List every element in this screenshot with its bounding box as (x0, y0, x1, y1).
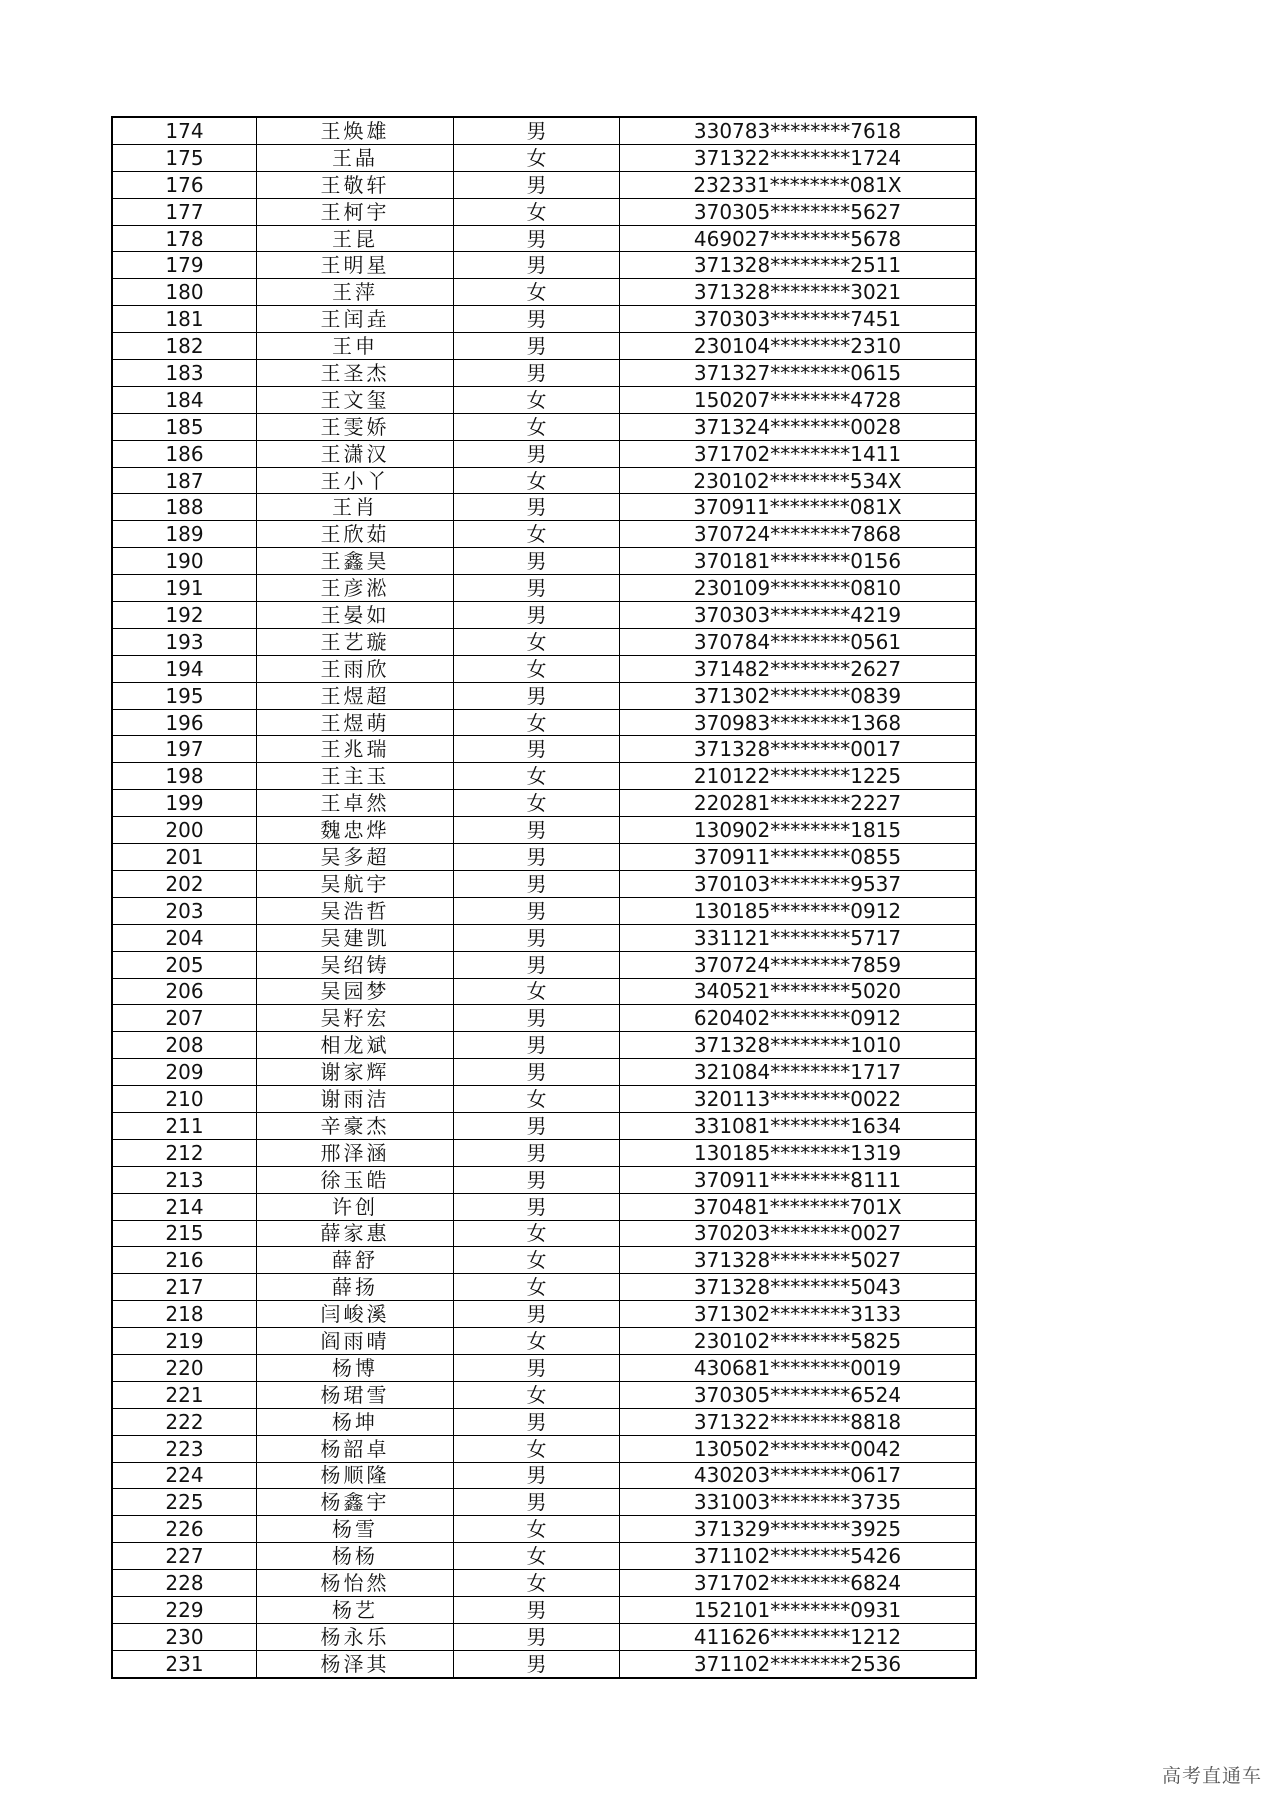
serial-number-cell: 223 (112, 1435, 257, 1462)
table-row (112, 548, 976, 575)
student-name-cell: 杨永乐 (257, 1623, 454, 1650)
table-row (112, 709, 976, 736)
gender-cell: 男 (454, 1462, 620, 1489)
serial-number-cell: 186 (112, 440, 257, 467)
table-row (112, 1381, 976, 1408)
table-row (112, 655, 976, 682)
student-name-cell: 杨博 (257, 1354, 454, 1381)
gender-cell: 女 (454, 978, 620, 1005)
gender-cell: 女 (454, 1220, 620, 1247)
serial-number-cell: 199 (112, 790, 257, 817)
id-number-cell: 370203********0027 (620, 1220, 977, 1247)
id-number-cell: 232331********081X (620, 171, 977, 198)
serial-number-cell: 228 (112, 1570, 257, 1597)
gender-cell: 男 (454, 682, 620, 709)
serial-number-cell: 187 (112, 467, 257, 494)
id-number-cell: 371322********8818 (620, 1408, 977, 1435)
id-number-cell: 371702********1411 (620, 440, 977, 467)
table-row (112, 252, 976, 279)
student-name-cell: 吴籽宏 (257, 1005, 454, 1032)
student-name-cell: 谢家辉 (257, 1059, 454, 1086)
gender-cell: 男 (454, 548, 620, 575)
gender-cell: 女 (454, 1247, 620, 1274)
gender-cell: 女 (454, 144, 620, 171)
student-name-cell: 王鑫昊 (257, 548, 454, 575)
gender-cell: 男 (454, 1354, 620, 1381)
gender-cell: 女 (454, 1328, 620, 1355)
student-name-cell: 谢雨洁 (257, 1086, 454, 1113)
table-row (112, 1166, 976, 1193)
serial-number-cell: 185 (112, 413, 257, 440)
serial-number-cell: 208 (112, 1032, 257, 1059)
gender-cell: 女 (454, 1543, 620, 1570)
gender-cell: 女 (454, 413, 620, 440)
table-row (112, 198, 976, 225)
serial-number-cell: 200 (112, 817, 257, 844)
watermark: 高考直通车 (1161, 1765, 1262, 1787)
table-row (112, 1516, 976, 1543)
serial-number-cell: 201 (112, 844, 257, 871)
table-row (112, 951, 976, 978)
id-number-cell: 330783********7618 (620, 117, 977, 144)
table-row (112, 1086, 976, 1113)
student-name-cell: 杨顺隆 (257, 1462, 454, 1489)
student-name-cell: 王申 (257, 333, 454, 360)
table-row (112, 628, 976, 655)
serial-number-cell: 220 (112, 1354, 257, 1381)
serial-number-cell: 229 (112, 1596, 257, 1623)
id-number-cell: 371329********3925 (620, 1516, 977, 1543)
table-row (112, 978, 976, 1005)
gender-cell: 男 (454, 844, 620, 871)
id-number-cell: 469027********5678 (620, 225, 977, 252)
table-row (112, 1650, 976, 1677)
serial-number-cell: 203 (112, 897, 257, 924)
id-number-cell: 370911********0855 (620, 844, 977, 871)
table-row (112, 225, 976, 252)
serial-number-cell: 224 (112, 1462, 257, 1489)
table-row (112, 1032, 976, 1059)
serial-number-cell: 207 (112, 1005, 257, 1032)
serial-number-cell: 219 (112, 1328, 257, 1355)
table-row (112, 1623, 976, 1650)
gender-cell: 男 (454, 1005, 620, 1032)
gender-cell: 男 (454, 602, 620, 629)
table-row (112, 1596, 976, 1623)
serial-number-cell: 204 (112, 924, 257, 951)
id-number-cell: 321084********1717 (620, 1059, 977, 1086)
student-name-cell: 王昆 (257, 225, 454, 252)
id-number-cell: 371322********1724 (620, 144, 977, 171)
gender-cell: 女 (454, 790, 620, 817)
serial-number-cell: 193 (112, 628, 257, 655)
table-row (112, 1489, 976, 1516)
gender-cell: 女 (454, 1086, 620, 1113)
serial-number-cell: 222 (112, 1408, 257, 1435)
serial-number-cell: 230 (112, 1623, 257, 1650)
student-name-cell: 王煜萌 (257, 709, 454, 736)
id-number-cell: 130185********0912 (620, 897, 977, 924)
serial-number-cell: 215 (112, 1220, 257, 1247)
gender-cell: 男 (454, 117, 620, 144)
id-number-cell: 411626********1212 (620, 1623, 977, 1650)
table-body (112, 117, 976, 1678)
gender-cell: 男 (454, 1301, 620, 1328)
gender-cell: 女 (454, 1381, 620, 1408)
table-row (112, 790, 976, 817)
gender-cell: 女 (454, 1274, 620, 1301)
gender-cell: 女 (454, 709, 620, 736)
gender-cell: 男 (454, 1408, 620, 1435)
table-row (112, 1301, 976, 1328)
table-row (112, 521, 976, 548)
student-name-cell: 王柯宇 (257, 198, 454, 225)
table-row (112, 1408, 976, 1435)
id-number-cell: 371302********3133 (620, 1301, 977, 1328)
student-name-cell: 闫峻溪 (257, 1301, 454, 1328)
table-row (112, 870, 976, 897)
table-row (112, 413, 976, 440)
student-name-cell: 王艺璇 (257, 628, 454, 655)
id-number-cell: 371324********0028 (620, 413, 977, 440)
serial-number-cell: 191 (112, 575, 257, 602)
gender-cell: 男 (454, 736, 620, 763)
student-name-cell: 王圣杰 (257, 360, 454, 387)
serial-number-cell: 194 (112, 655, 257, 682)
id-number-cell: 371102********2536 (620, 1650, 977, 1677)
serial-number-cell: 179 (112, 252, 257, 279)
student-name-cell: 邢泽涵 (257, 1139, 454, 1166)
student-name-cell: 吴航宇 (257, 870, 454, 897)
student-name-cell: 王明星 (257, 252, 454, 279)
table-row (112, 1193, 976, 1220)
gender-cell: 男 (454, 225, 620, 252)
id-number-cell: 371328********5027 (620, 1247, 977, 1274)
gender-cell: 男 (454, 924, 620, 951)
gender-cell: 男 (454, 817, 620, 844)
serial-number-cell: 178 (112, 225, 257, 252)
serial-number-cell: 212 (112, 1139, 257, 1166)
student-name-cell: 王卓然 (257, 790, 454, 817)
table-row (112, 897, 976, 924)
student-name-cell: 阎雨晴 (257, 1328, 454, 1355)
student-list-table (111, 116, 977, 1679)
serial-number-cell: 188 (112, 494, 257, 521)
id-number-cell: 430203********0617 (620, 1462, 977, 1489)
student-name-cell: 杨雪 (257, 1516, 454, 1543)
student-name-cell: 杨韶卓 (257, 1435, 454, 1462)
serial-number-cell: 198 (112, 763, 257, 790)
id-number-cell: 371328********3021 (620, 279, 977, 306)
id-number-cell: 371328********1010 (620, 1032, 977, 1059)
serial-number-cell: 231 (112, 1650, 257, 1677)
id-number-cell: 130185********1319 (620, 1139, 977, 1166)
student-name-cell: 薛扬 (257, 1274, 454, 1301)
table-row (112, 924, 976, 951)
table-row (112, 117, 976, 144)
student-name-cell: 魏忠烨 (257, 817, 454, 844)
table-row (112, 1435, 976, 1462)
student-name-cell: 吴建凯 (257, 924, 454, 951)
student-name-cell: 杨杨 (257, 1543, 454, 1570)
serial-number-cell: 202 (112, 870, 257, 897)
id-number-cell: 152101********0931 (620, 1596, 977, 1623)
gender-cell: 女 (454, 279, 620, 306)
gender-cell: 男 (454, 252, 620, 279)
gender-cell: 女 (454, 467, 620, 494)
student-name-cell: 许创 (257, 1193, 454, 1220)
id-number-cell: 370724********7859 (620, 951, 977, 978)
student-name-cell: 王欣茹 (257, 521, 454, 548)
id-number-cell: 220281********2227 (620, 790, 977, 817)
id-number-cell: 370724********7868 (620, 521, 977, 548)
id-number-cell: 370305********6524 (620, 1381, 977, 1408)
serial-number-cell: 216 (112, 1247, 257, 1274)
gender-cell: 男 (454, 306, 620, 333)
table-row (112, 763, 976, 790)
serial-number-cell: 217 (112, 1274, 257, 1301)
student-name-cell: 王潇汉 (257, 440, 454, 467)
table-row (112, 1059, 976, 1086)
gender-cell: 男 (454, 897, 620, 924)
student-name-cell: 王闰垚 (257, 306, 454, 333)
id-number-cell: 370303********4219 (620, 602, 977, 629)
table-row (112, 1005, 976, 1032)
id-number-cell: 370181********0156 (620, 548, 977, 575)
student-name-cell: 杨珺雪 (257, 1381, 454, 1408)
gender-cell: 女 (454, 763, 620, 790)
serial-number-cell: 213 (112, 1166, 257, 1193)
serial-number-cell: 181 (112, 306, 257, 333)
serial-number-cell: 174 (112, 117, 257, 144)
serial-number-cell: 190 (112, 548, 257, 575)
id-number-cell: 230102********5825 (620, 1328, 977, 1355)
id-number-cell: 331121********5717 (620, 924, 977, 951)
serial-number-cell: 196 (112, 709, 257, 736)
table-row (112, 1112, 976, 1139)
gender-cell: 男 (454, 1193, 620, 1220)
id-number-cell: 371302********0839 (620, 682, 977, 709)
student-name-cell: 相龙斌 (257, 1032, 454, 1059)
gender-cell: 男 (454, 360, 620, 387)
serial-number-cell: 225 (112, 1489, 257, 1516)
table-row (112, 682, 976, 709)
table-row (112, 602, 976, 629)
serial-number-cell: 211 (112, 1112, 257, 1139)
id-number-cell: 210122********1225 (620, 763, 977, 790)
student-name-cell: 杨泽其 (257, 1650, 454, 1677)
id-number-cell: 130902********1815 (620, 817, 977, 844)
gender-cell: 男 (454, 1059, 620, 1086)
serial-number-cell: 210 (112, 1086, 257, 1113)
id-number-cell: 371102********5426 (620, 1543, 977, 1570)
student-name-cell: 王兆瑞 (257, 736, 454, 763)
id-number-cell: 370481********701X (620, 1193, 977, 1220)
serial-number-cell: 197 (112, 736, 257, 763)
id-number-cell: 320113********0022 (620, 1086, 977, 1113)
id-number-cell: 230102********534X (620, 467, 977, 494)
id-number-cell: 371482********2627 (620, 655, 977, 682)
serial-number-cell: 195 (112, 682, 257, 709)
gender-cell: 女 (454, 1570, 620, 1597)
table-row (112, 360, 976, 387)
id-number-cell: 370784********0561 (620, 628, 977, 655)
id-number-cell: 430681********0019 (620, 1354, 977, 1381)
student-name-cell: 吴绍铸 (257, 951, 454, 978)
gender-cell: 女 (454, 521, 620, 548)
serial-number-cell: 209 (112, 1059, 257, 1086)
serial-number-cell: 221 (112, 1381, 257, 1408)
id-number-cell: 371328********5043 (620, 1274, 977, 1301)
id-number-cell: 371328********0017 (620, 736, 977, 763)
serial-number-cell: 206 (112, 978, 257, 1005)
serial-number-cell: 218 (112, 1301, 257, 1328)
student-name-cell: 薛家惠 (257, 1220, 454, 1247)
serial-number-cell: 205 (112, 951, 257, 978)
gender-cell: 女 (454, 628, 620, 655)
serial-number-cell: 175 (112, 144, 257, 171)
table-row (112, 844, 976, 871)
student-name-cell: 吴多超 (257, 844, 454, 871)
id-number-cell: 371327********0615 (620, 360, 977, 387)
serial-number-cell: 214 (112, 1193, 257, 1220)
serial-number-cell: 177 (112, 198, 257, 225)
table-row (112, 467, 976, 494)
id-number-cell: 620402********0912 (620, 1005, 977, 1032)
id-number-cell: 130502********0042 (620, 1435, 977, 1462)
student-name-cell: 王肖 (257, 494, 454, 521)
student-name-cell: 王雯娇 (257, 413, 454, 440)
table-row (112, 1139, 976, 1166)
table-row (112, 279, 976, 306)
id-number-cell: 370305********5627 (620, 198, 977, 225)
gender-cell: 男 (454, 1623, 620, 1650)
table-row (112, 144, 976, 171)
student-name-cell: 杨鑫宇 (257, 1489, 454, 1516)
student-name-cell: 王晏如 (257, 602, 454, 629)
table-row (112, 817, 976, 844)
gender-cell: 男 (454, 575, 620, 602)
table-row (112, 1462, 976, 1489)
gender-cell: 男 (454, 1112, 620, 1139)
serial-number-cell: 180 (112, 279, 257, 306)
table-row (112, 440, 976, 467)
gender-cell: 男 (454, 951, 620, 978)
table-row (112, 1570, 976, 1597)
gender-cell: 男 (454, 494, 620, 521)
gender-cell: 男 (454, 333, 620, 360)
student-name-cell: 王萍 (257, 279, 454, 306)
gender-cell: 男 (454, 1139, 620, 1166)
student-name-cell: 吴园梦 (257, 978, 454, 1005)
table-row (112, 494, 976, 521)
student-name-cell: 王雨欣 (257, 655, 454, 682)
serial-number-cell: 183 (112, 360, 257, 387)
student-name-cell: 王彦淞 (257, 575, 454, 602)
serial-number-cell: 189 (112, 521, 257, 548)
id-number-cell: 370983********1368 (620, 709, 977, 736)
gender-cell: 男 (454, 1650, 620, 1677)
student-name-cell: 杨艺 (257, 1596, 454, 1623)
id-number-cell: 331081********1634 (620, 1112, 977, 1139)
table-row (112, 1354, 976, 1381)
id-number-cell: 230109********0810 (620, 575, 977, 602)
gender-cell: 男 (454, 1166, 620, 1193)
id-number-cell: 370303********7451 (620, 306, 977, 333)
gender-cell: 女 (454, 1435, 620, 1462)
table-row (112, 306, 976, 333)
student-name-cell: 杨怡然 (257, 1570, 454, 1597)
student-name-cell: 王煜超 (257, 682, 454, 709)
id-number-cell: 150207********4728 (620, 386, 977, 413)
student-name-cell: 徐玉皓 (257, 1166, 454, 1193)
student-name-cell: 王焕雄 (257, 117, 454, 144)
gender-cell: 女 (454, 655, 620, 682)
table-row (112, 1247, 976, 1274)
gender-cell: 男 (454, 440, 620, 467)
id-number-cell: 230104********2310 (620, 333, 977, 360)
gender-cell: 男 (454, 1032, 620, 1059)
table-row (112, 736, 976, 763)
serial-number-cell: 226 (112, 1516, 257, 1543)
gender-cell: 男 (454, 1596, 620, 1623)
gender-cell: 女 (454, 386, 620, 413)
gender-cell: 女 (454, 1516, 620, 1543)
table-row (112, 333, 976, 360)
table-row (112, 575, 976, 602)
id-number-cell: 340521********5020 (620, 978, 977, 1005)
id-number-cell: 371702********6824 (620, 1570, 977, 1597)
student-name-cell: 吴浩哲 (257, 897, 454, 924)
table-row (112, 1220, 976, 1247)
table-row (112, 1543, 976, 1570)
id-number-cell: 370911********081X (620, 494, 977, 521)
table-row (112, 1328, 976, 1355)
serial-number-cell: 184 (112, 386, 257, 413)
serial-number-cell: 227 (112, 1543, 257, 1570)
serial-number-cell: 176 (112, 171, 257, 198)
table-row (112, 386, 976, 413)
serial-number-cell: 182 (112, 333, 257, 360)
student-name-cell: 王文玺 (257, 386, 454, 413)
student-name-cell: 王主玉 (257, 763, 454, 790)
student-name-cell: 王敬轩 (257, 171, 454, 198)
id-number-cell: 370103********9537 (620, 870, 977, 897)
gender-cell: 男 (454, 1489, 620, 1516)
id-number-cell: 331003********3735 (620, 1489, 977, 1516)
serial-number-cell: 192 (112, 602, 257, 629)
table-row (112, 171, 976, 198)
student-name-cell: 王小丫 (257, 467, 454, 494)
id-number-cell: 370911********8111 (620, 1166, 977, 1193)
student-name-cell: 王晶 (257, 144, 454, 171)
gender-cell: 女 (454, 198, 620, 225)
gender-cell: 男 (454, 870, 620, 897)
table-row (112, 1274, 976, 1301)
gender-cell: 男 (454, 171, 620, 198)
student-name-cell: 薛舒 (257, 1247, 454, 1274)
student-name-cell: 辛豪杰 (257, 1112, 454, 1139)
id-number-cell: 371328********2511 (620, 252, 977, 279)
student-name-cell: 杨坤 (257, 1408, 454, 1435)
